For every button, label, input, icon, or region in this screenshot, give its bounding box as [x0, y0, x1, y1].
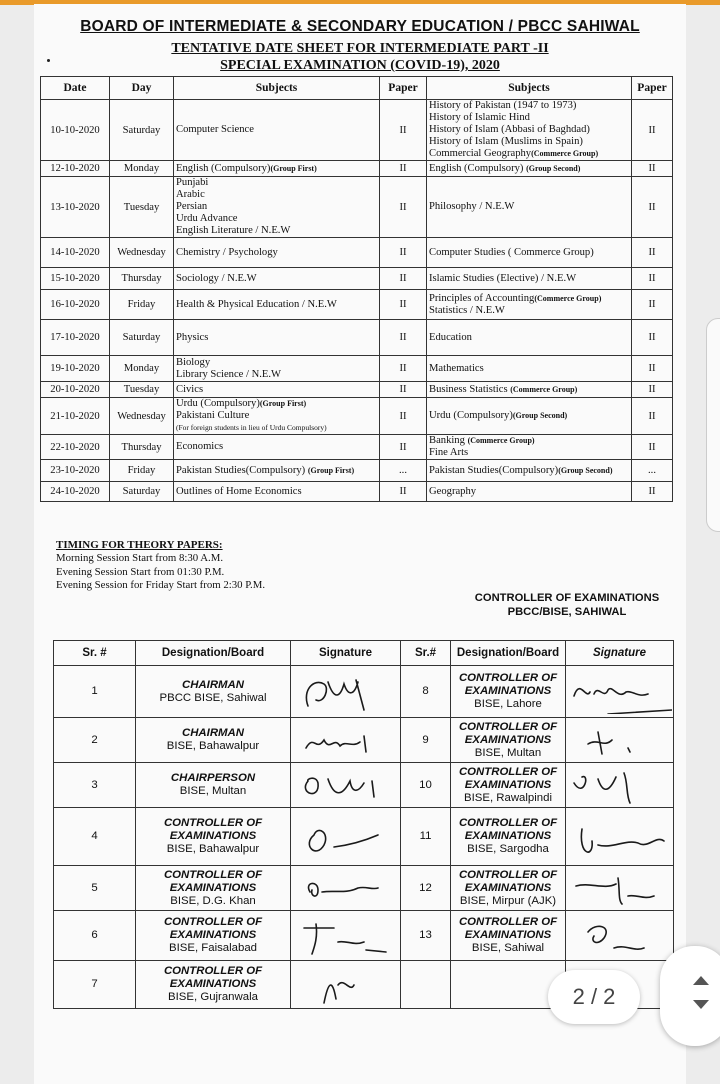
- subject-note: (Group First): [270, 163, 317, 173]
- subject-line: Philosophy / N.E.W: [429, 201, 515, 212]
- signatory-sr: 3: [54, 763, 136, 808]
- designation-title: EXAMINATIONS: [169, 830, 257, 842]
- row-subjects-2: [427, 435, 632, 460]
- subject-line: Mathematics: [429, 362, 484, 374]
- date-sheet-row: [41, 460, 673, 482]
- board-heading: BOARD OF INTERMEDIATE & SECONDARY EDUCATION / PBCC SAHIWAL: [80, 18, 640, 35]
- signature-cell-2: [566, 866, 674, 911]
- signatory-row: [54, 718, 674, 763]
- row-subjects: [174, 398, 380, 435]
- row-subjects: [174, 268, 380, 290]
- signatory-sr-2: 8: [401, 666, 451, 718]
- subject-line: Biology: [176, 356, 211, 368]
- designation-title: EXAMINATIONS: [464, 929, 552, 941]
- subject-line: Health & Physical Education / N.E.W: [176, 298, 337, 310]
- subject-note: (Group Second): [512, 411, 568, 420]
- col-paper-2: Paper: [632, 77, 673, 100]
- row-paper: II: [380, 238, 427, 268]
- row-subjects-2: [427, 382, 632, 398]
- designation-title: CONTROLLER OF: [458, 765, 558, 778]
- signatories-table: [53, 640, 674, 1009]
- subject-note: (Commerce Group): [467, 436, 535, 445]
- subject-line: Islamic Studies (Elective) / N.E.W: [429, 272, 577, 284]
- row-paper-2: II: [632, 290, 673, 320]
- signatory-sr-2: 12: [401, 866, 451, 911]
- row-subjects: [174, 382, 380, 398]
- signatory-designation-2: [451, 866, 566, 911]
- designation-title: CONTROLLER OF: [163, 916, 263, 928]
- signature-cell: [291, 808, 401, 866]
- signature-cell: [291, 763, 401, 808]
- subject-main: Business Statistics: [429, 383, 511, 395]
- designation-title: EXAMINATIONS: [169, 978, 257, 990]
- row-paper-2: II: [632, 161, 673, 177]
- designation-title: EXAMINATIONS: [464, 778, 552, 791]
- signature-cell: [291, 911, 401, 961]
- designation-title: CONTROLLER OF: [163, 965, 263, 977]
- row-paper-2: II: [632, 356, 673, 382]
- designation-title: EXAMINATIONS: [464, 830, 552, 842]
- date-sheet-row: [41, 398, 673, 435]
- row-subjects-2: [427, 482, 632, 502]
- timing-morning: Morning Session Start from 8:30 A.M.: [56, 552, 224, 565]
- row-paper: II: [380, 320, 427, 356]
- signature-image: [568, 670, 672, 714]
- row-date: 15-10-2020: [41, 268, 110, 290]
- signatory-sr: 6: [54, 911, 136, 961]
- row-date: 21-10-2020: [41, 398, 110, 435]
- subject-line: Library Science / N.E.W: [176, 368, 282, 380]
- row-paper: ...: [380, 460, 427, 482]
- date-sheet-row: [41, 177, 673, 238]
- signature-cell: [291, 718, 401, 763]
- row-date: 13-10-2020: [41, 177, 110, 238]
- subject-line: Physics: [176, 331, 209, 343]
- col-signature: Signature: [291, 641, 401, 666]
- designation-board: BISE, Rawalpindi: [463, 791, 552, 804]
- date-sheet-row: [41, 320, 673, 356]
- signature-image: [294, 914, 398, 958]
- signature-image: [294, 670, 398, 714]
- row-subjects: [174, 290, 380, 320]
- signatory-designation: [136, 808, 291, 866]
- subject-line: [429, 465, 629, 477]
- signature-image: [294, 815, 398, 859]
- date-sheet-row: [41, 290, 673, 320]
- col-day: Day: [110, 77, 174, 100]
- row-date: 22-10-2020: [41, 435, 110, 460]
- designation-title: EXAMINATIONS: [464, 685, 552, 697]
- designation-title: EXAMINATIONS: [464, 881, 552, 894]
- subject-line: History of Pakistan (1947 to 1973): [429, 100, 577, 111]
- signatory-sr-2: 10: [401, 763, 451, 808]
- row-date: 16-10-2020: [41, 290, 110, 320]
- subject-line: [176, 465, 377, 477]
- subject-line: Economics: [176, 441, 224, 452]
- subject-line: Civics: [176, 383, 204, 395]
- row-day: Monday: [110, 356, 174, 382]
- row-date: 19-10-2020: [41, 356, 110, 382]
- col-date: Date: [41, 77, 110, 100]
- signature-image: [568, 763, 672, 807]
- subject-main: Pakistan Studies(Compulsory): [176, 464, 308, 476]
- date-sheet-table: [40, 76, 673, 502]
- subject-note: (Group First): [307, 465, 355, 475]
- signature-cell: [291, 961, 401, 1009]
- signatories-header-row: [54, 641, 674, 666]
- designation-title: CONTROLLER OF: [163, 868, 263, 881]
- row-paper-2: II: [632, 238, 673, 268]
- row-date: 10-10-2020: [41, 100, 110, 161]
- subject-line: English Literature / N.E.W: [176, 225, 291, 236]
- timing-evening: Evening Session Start from 01:30 P.M.: [56, 565, 225, 578]
- signatory-row: [54, 763, 674, 808]
- row-subjects: [174, 482, 380, 502]
- signatory-designation-2: [451, 666, 566, 718]
- row-subjects-2: [427, 100, 632, 161]
- signatory-sr: 1: [54, 666, 136, 718]
- signature-image: [294, 963, 398, 1007]
- row-paper: II: [380, 435, 427, 460]
- signatory-sr: 5: [54, 866, 136, 911]
- row-subjects-2: [427, 398, 632, 435]
- row-date: 14-10-2020: [41, 238, 110, 268]
- signature-cell: [291, 666, 401, 718]
- subject-line: [429, 435, 629, 447]
- row-day: Tuesday: [110, 177, 174, 238]
- designation-board: BISE, Multan: [179, 785, 247, 797]
- signatory-sr-2: 9: [401, 718, 451, 763]
- row-day: Monday: [110, 161, 174, 177]
- signature-image: [568, 866, 672, 910]
- subject-line: History of Islamic Hind: [429, 112, 530, 123]
- signatory-designation-2: [451, 718, 566, 763]
- timing-title: TIMING FOR THEORY PAPERS:: [56, 539, 223, 551]
- signatory-sr: 2: [54, 718, 136, 763]
- col-sr: Sr. #: [54, 641, 136, 666]
- row-day: Wednesday: [110, 238, 174, 268]
- designation-title: CHAIRPERSON: [170, 772, 256, 784]
- signature-image: [294, 763, 398, 807]
- row-date: 12-10-2020: [41, 161, 110, 177]
- row-paper: II: [380, 398, 427, 435]
- designation-title: EXAMINATIONS: [169, 881, 257, 894]
- date-sheet-row: [41, 356, 673, 382]
- row-paper: II: [380, 290, 427, 320]
- row-date: 24-10-2020: [41, 482, 110, 502]
- date-sheet-row: [41, 268, 673, 290]
- subject-main: Principles of Accounting: [429, 292, 535, 304]
- subject-main: English (Compulsory): [176, 162, 271, 174]
- row-subjects: [174, 356, 380, 382]
- subject-line: History of Islam (Muslims in Spain): [429, 136, 583, 147]
- signatory-sr-2: 13: [401, 911, 451, 961]
- subject-note: (Commerce Group): [534, 293, 602, 303]
- subject-line: Chemistry / Psychology: [176, 246, 278, 258]
- subject-line: [429, 384, 629, 396]
- document-page: [34, 4, 686, 1084]
- controller-title: CONTROLLER OF EXAMINATIONS: [474, 592, 660, 604]
- designation-title: CONTROLLER OF: [458, 916, 558, 928]
- signature-cell-2: [566, 808, 674, 866]
- row-subjects-2: [427, 238, 632, 268]
- row-paper-2: II: [632, 177, 673, 238]
- timing-block: [56, 539, 265, 592]
- subject-line: Computer Studies ( Commerce Group): [429, 246, 594, 258]
- row-subjects: [174, 238, 380, 268]
- chevron-up-icon[interactable]: [693, 976, 709, 985]
- subject-line: Persian: [176, 201, 208, 212]
- signatory-sr-2: 11: [401, 808, 451, 866]
- row-date: 20-10-2020: [41, 382, 110, 398]
- signature-cell-2: [566, 911, 674, 961]
- row-paper-2: II: [632, 482, 673, 502]
- signatory-row: [54, 666, 674, 718]
- row-day: Friday: [110, 460, 174, 482]
- designation-board: BISE, Sargodha: [467, 843, 549, 855]
- subject-line: [429, 410, 629, 422]
- row-day: Saturday: [110, 100, 174, 161]
- signatory-designation: [136, 911, 291, 961]
- signature-image: [568, 914, 672, 958]
- row-day: Saturday: [110, 320, 174, 356]
- signatory-designation: [136, 961, 291, 1009]
- row-subjects-2: [427, 320, 632, 356]
- designation-board: BISE, Multan: [474, 746, 542, 759]
- row-day: Tuesday: [110, 382, 174, 398]
- designation-title: EXAMINATIONS: [464, 733, 552, 746]
- subject-main: Banking: [429, 435, 468, 446]
- signatory-row: [54, 808, 674, 866]
- bullet-mark: [47, 59, 50, 62]
- date-sheet-header-row: [41, 77, 673, 100]
- row-paper-2: II: [632, 382, 673, 398]
- side-drawer-handle[interactable]: [706, 318, 720, 532]
- date-sheet-row: [41, 238, 673, 268]
- designation-board: BISE, Mirpur (AJK): [459, 894, 557, 907]
- designation-title: CONTROLLER OF: [458, 817, 558, 829]
- signature-cell-2: [566, 718, 674, 763]
- subject-note: (Group First): [259, 399, 307, 408]
- exam-title: SPECIAL EXAMINATION (COVID-19), 2020: [220, 58, 500, 73]
- signatory-designation-2: [451, 808, 566, 866]
- row-paper: II: [380, 177, 427, 238]
- designation-board: BISE, Gujranwala: [168, 991, 258, 1003]
- col-designation-2: Designation/Board: [451, 641, 566, 666]
- row-day: Thursday: [110, 268, 174, 290]
- signatory-sr: 4: [54, 808, 136, 866]
- subject-line: Sociology / N.E.W: [176, 272, 257, 284]
- designation-board: BISE, Lahore: [474, 698, 542, 710]
- row-paper-2: II: [632, 268, 673, 290]
- designation-board: BISE, Sahiwal: [471, 942, 545, 954]
- signature-image: [568, 815, 672, 859]
- subject-main: Urdu (Compulsory): [429, 410, 513, 421]
- row-date: 17-10-2020: [41, 320, 110, 356]
- col-sr-2: Sr.#: [401, 641, 451, 666]
- subject-note: (Group Second): [526, 163, 581, 173]
- row-day: Friday: [110, 290, 174, 320]
- subject-line: Pakistani Culture: [176, 410, 250, 421]
- designation-board: PBCC BISE, Sahiwal: [159, 691, 267, 704]
- signature-cell: [291, 866, 401, 911]
- designation-board: BISE, Faisalabad: [168, 942, 257, 954]
- subject-line: [429, 293, 629, 305]
- subject-main: Pakistan Studies(Compulsory): [429, 464, 559, 476]
- designation-title: CONTROLLER OF: [163, 817, 263, 829]
- subject-main: English (Compulsory): [429, 162, 527, 174]
- designation-title: CONTROLLER OF: [458, 672, 558, 684]
- col-paper: Paper: [380, 77, 427, 100]
- signature-image: [294, 718, 398, 762]
- signatory-row: [54, 866, 674, 911]
- designation-title: CONTROLLER OF: [458, 868, 558, 881]
- row-subjects: [174, 460, 380, 482]
- subject-line: History of Islam (Abbasi of Baghdad): [429, 124, 590, 135]
- date-sheet-row: [41, 382, 673, 398]
- row-subjects-2: [427, 460, 632, 482]
- date-sheet-row: [41, 435, 673, 460]
- row-subjects-2: [427, 268, 632, 290]
- subject-note: (Commerce Group): [531, 149, 599, 158]
- subject-line: Outlines of Home Economics: [176, 485, 302, 497]
- subject-line: [176, 398, 377, 410]
- designation-title: CONTROLLER OF: [458, 720, 558, 733]
- subject-main: Urdu (Compulsory): [176, 398, 260, 409]
- row-subjects-2: [427, 177, 632, 238]
- row-paper: II: [380, 482, 427, 502]
- designation-title: EXAMINATIONS: [169, 929, 257, 941]
- subject-note: (Commerce Group): [510, 384, 578, 394]
- row-subjects-2: [427, 161, 632, 177]
- chevron-down-icon[interactable]: [693, 1000, 709, 1009]
- scroll-control[interactable]: [660, 946, 720, 1046]
- row-paper: II: [380, 382, 427, 398]
- signature-cell-2: [566, 666, 674, 718]
- row-paper: II: [380, 161, 427, 177]
- row-subjects: [174, 435, 380, 460]
- signature-image: [568, 718, 672, 762]
- signatory-designation-2: [451, 763, 566, 808]
- subject-line: Urdu Advance: [176, 213, 238, 224]
- row-day: Thursday: [110, 435, 174, 460]
- subject-line: Geography: [429, 485, 477, 497]
- designation-board: BISE, D.G. Khan: [170, 894, 256, 907]
- signatory-designation: [136, 718, 291, 763]
- subject-line: Computer Science: [176, 124, 254, 135]
- subject-line: [176, 163, 377, 175]
- subject-line: Punjabi: [176, 177, 209, 188]
- row-subjects: [174, 320, 380, 356]
- row-paper-2: II: [632, 320, 673, 356]
- signatory-sr-2: [401, 961, 451, 1009]
- subject-line: [429, 163, 629, 175]
- controller-board: PBCC/BISE, SAHIWAL: [507, 605, 627, 618]
- subject-line: Education: [429, 331, 472, 343]
- date-sheet-row: [41, 482, 673, 502]
- page-indicator: 2 / 2: [548, 970, 640, 1024]
- row-date: 23-10-2020: [41, 460, 110, 482]
- signature-cell-2: [566, 763, 674, 808]
- signature-image: [294, 866, 398, 910]
- subject-line: (For foreign students in lieu of Urdu Compulsory): [176, 423, 327, 432]
- signatory-designation: [136, 866, 291, 911]
- row-subjects: [174, 161, 380, 177]
- row-day: Saturday: [110, 482, 174, 502]
- row-subjects-2: [427, 290, 632, 320]
- row-subjects: [174, 177, 380, 238]
- subject-line: [429, 148, 629, 160]
- subject-line: Arabic: [176, 189, 205, 200]
- signatory-sr: 7: [54, 961, 136, 1009]
- row-subjects: [174, 100, 380, 161]
- subject-line: Statistics / N.E.W: [429, 304, 505, 316]
- col-designation: Designation/Board: [136, 641, 291, 666]
- sheet-title: TENTATIVE DATE SHEET FOR INTERMEDIATE PART -II: [171, 41, 549, 56]
- designation-title: CHAIRMAN: [181, 678, 244, 691]
- subject-note: (Group Second): [558, 465, 613, 475]
- row-paper-2: II: [632, 398, 673, 435]
- signatory-designation: [136, 666, 291, 718]
- row-paper: II: [380, 356, 427, 382]
- signatory-designation-2: [451, 911, 566, 961]
- subject-line: Fine Arts: [429, 447, 469, 458]
- col-subjects: Subjects: [174, 77, 380, 100]
- row-paper: II: [380, 100, 427, 161]
- timing-friday: Evening Session for Friday Start from 2:30 P.M.: [56, 578, 266, 591]
- designation-board: BISE, Bahawalpur: [166, 740, 260, 752]
- date-sheet-row: [41, 161, 673, 177]
- col-subjects-2: Subjects: [427, 77, 632, 100]
- row-paper-2: II: [632, 100, 673, 161]
- signatory-designation: [136, 763, 291, 808]
- designation-title: CHAIRMAN: [181, 727, 244, 739]
- col-signature-2: Signature: [566, 641, 674, 666]
- row-day: Wednesday: [110, 398, 174, 435]
- row-paper: II: [380, 268, 427, 290]
- date-sheet-row: [41, 100, 673, 161]
- row-paper-2: ...: [632, 460, 673, 482]
- subject-main: Commercial Geography: [429, 148, 532, 159]
- row-subjects-2: [427, 356, 632, 382]
- row-paper-2: II: [632, 435, 673, 460]
- signatory-row: [54, 911, 674, 961]
- designation-board: BISE, Bahawalpur: [166, 843, 260, 855]
- controller-block: [422, 592, 712, 619]
